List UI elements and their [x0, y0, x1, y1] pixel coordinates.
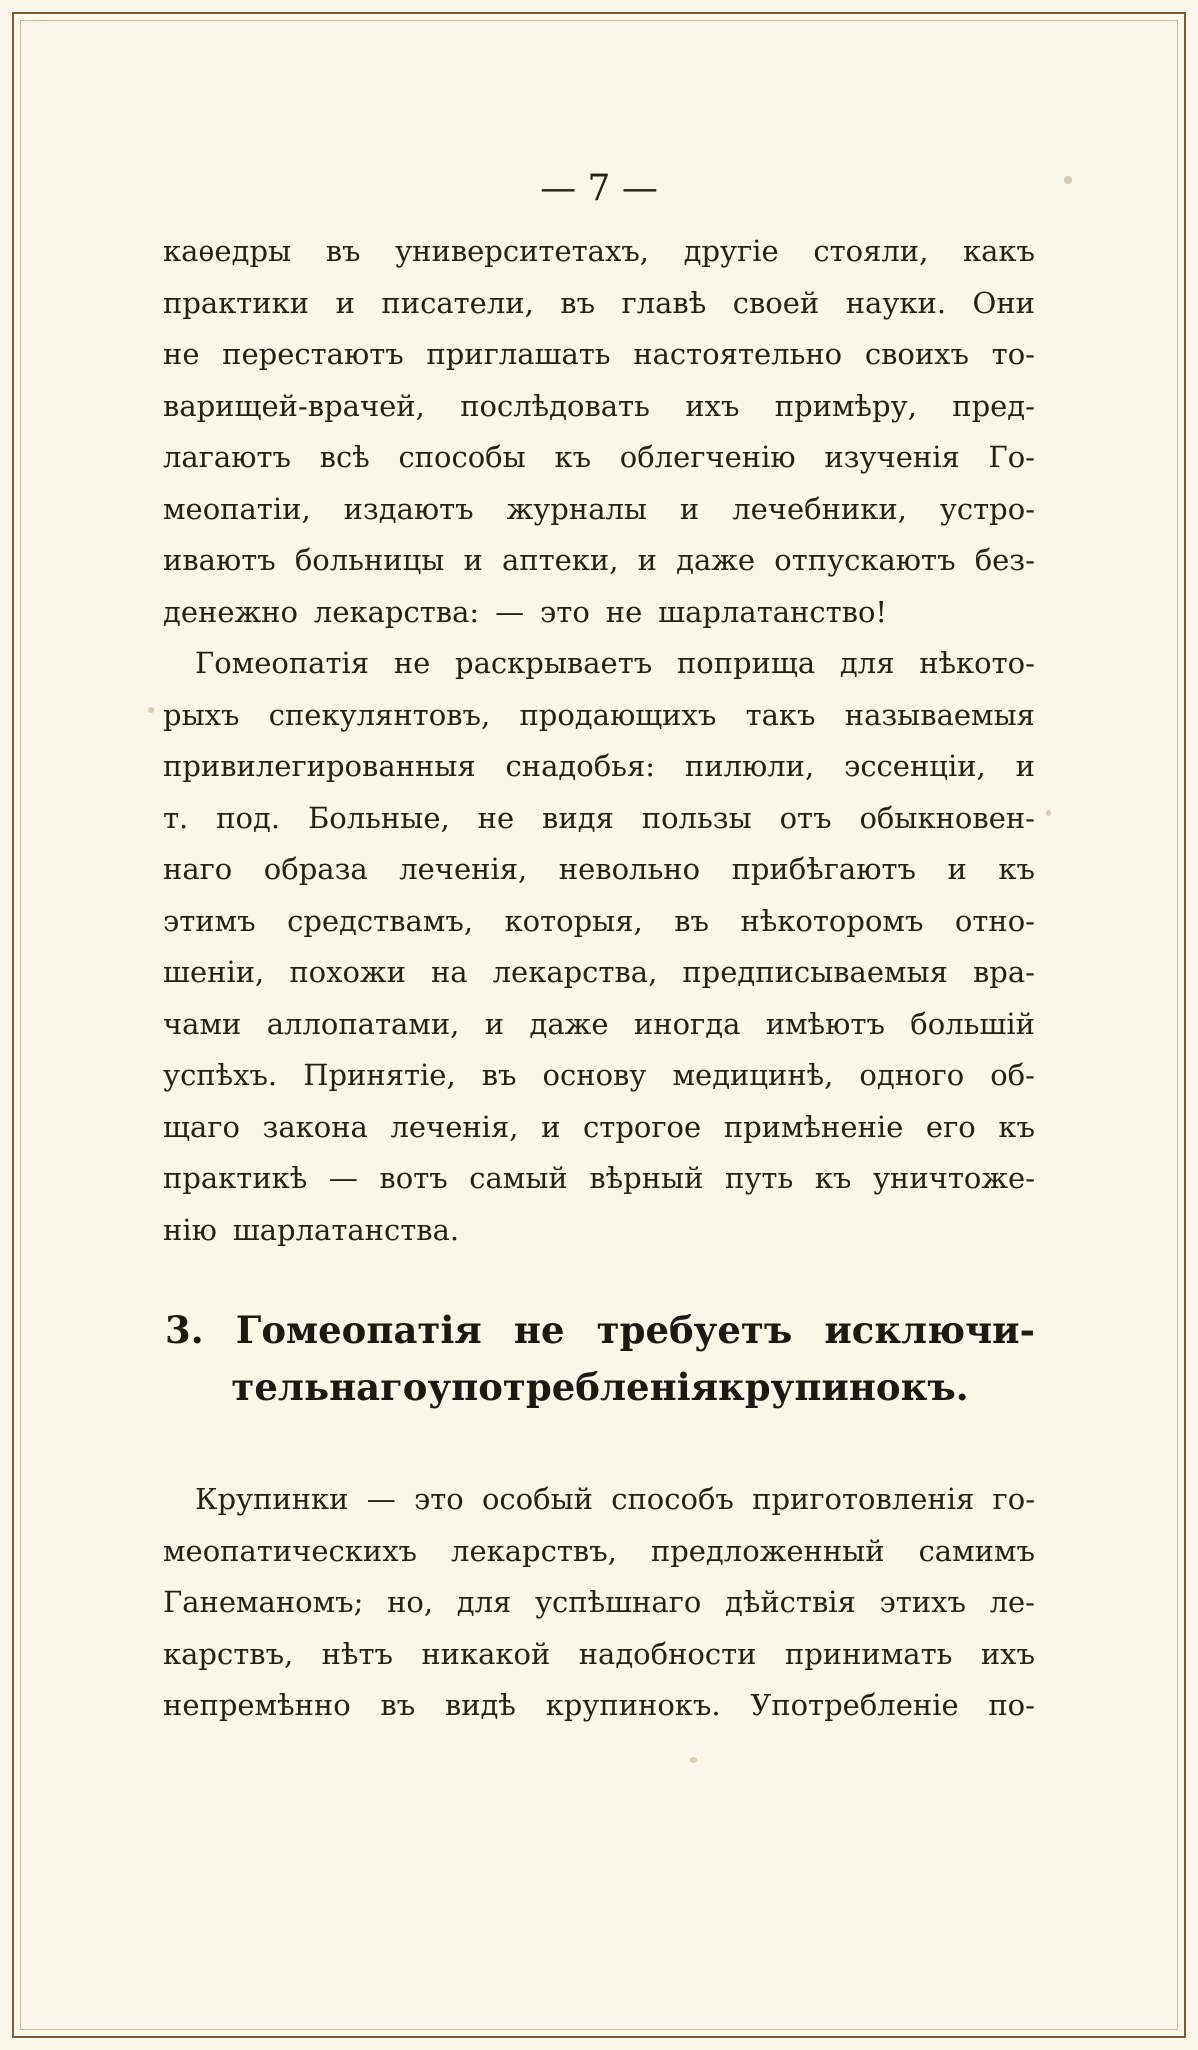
word: шеніи, [163, 955, 265, 989]
word: способъ [611, 1482, 734, 1516]
word: — [495, 594, 525, 629]
word: строгое [583, 1109, 702, 1144]
word: одного [859, 1058, 965, 1092]
word: но, [387, 1585, 434, 1619]
text-line [163, 793, 1035, 845]
text-line [163, 329, 1035, 381]
word: въ [325, 234, 361, 268]
text-line [163, 947, 1035, 999]
word: закона [262, 1109, 368, 1144]
text-line [163, 587, 1035, 639]
word: нію [163, 1212, 217, 1247]
word: отно- [954, 903, 1035, 938]
word: спекулянтовъ, [268, 697, 491, 732]
word: прибѣгаютъ [731, 852, 916, 886]
word: путь [725, 1161, 794, 1195]
word: писатели, [381, 285, 534, 320]
word: уничтоже- [872, 1161, 1035, 1195]
text-line [163, 1205, 1035, 1257]
word: видѣ [444, 1688, 516, 1722]
word: лекарства: [313, 594, 480, 629]
text-line [163, 1050, 1035, 1102]
word: это [540, 594, 590, 629]
word: никакой [421, 1636, 551, 1671]
word: не [393, 646, 431, 680]
word: такъ [745, 697, 816, 732]
word: медицинѣ, [672, 1058, 834, 1092]
word: особый [481, 1482, 593, 1516]
text-line [163, 278, 1035, 330]
word: Го- [988, 440, 1035, 474]
word: другіе [683, 234, 779, 268]
text-line [163, 1526, 1035, 1578]
word: всѣ [319, 440, 370, 474]
word: то- [991, 337, 1035, 371]
word: леченія, [390, 1109, 519, 1144]
text-line [163, 484, 1035, 536]
word: ихъ [980, 1636, 1035, 1671]
word: настоятельно [633, 337, 843, 371]
word: къ [998, 852, 1035, 886]
word: вотъ [379, 1161, 448, 1195]
word: пользы [641, 800, 752, 835]
word: его [925, 1109, 976, 1144]
word: примѣненіе [723, 1109, 904, 1144]
word: рыхъ [163, 697, 240, 732]
word: для [456, 1585, 512, 1619]
word: эссенціи, [844, 749, 986, 783]
word: практикѣ [163, 1161, 308, 1195]
word: иногда [633, 1006, 741, 1041]
word: устро- [939, 491, 1035, 526]
text-line [163, 432, 1035, 484]
word: и [947, 852, 967, 886]
word: стояли, [813, 234, 929, 268]
word: надобности [578, 1636, 757, 1671]
word: меопатическихъ [163, 1533, 418, 1568]
word: образа [263, 852, 368, 886]
word: тельнаго [231, 1365, 428, 1409]
word: по- [988, 1688, 1035, 1722]
word: дѣйствія [724, 1585, 856, 1619]
word: аллопатами, [266, 1006, 460, 1041]
word: Ганеманомъ; [163, 1585, 364, 1619]
text-line [165, 1359, 1035, 1416]
word: каѳедры [163, 234, 292, 268]
word: употребленія [427, 1365, 719, 1409]
word: ле- [989, 1585, 1035, 1619]
paper-speck [1046, 810, 1051, 816]
word: издаютъ [343, 491, 474, 526]
text-line [163, 1102, 1035, 1154]
text-line [163, 741, 1035, 793]
word: приглашать [426, 337, 611, 371]
word: снадобья: [505, 749, 656, 783]
word: даже [676, 543, 756, 577]
word: въ [674, 903, 710, 938]
word: предписываемыя [682, 955, 948, 989]
word: шарлатанство! [658, 594, 888, 629]
word: отпускаютъ [774, 543, 956, 577]
word: не [513, 1308, 565, 1352]
text-line [163, 226, 1035, 278]
word: называемыя [844, 697, 1035, 732]
word: больницы [294, 543, 445, 577]
word: крупинокъ. [545, 1688, 721, 1722]
word: своей [732, 285, 820, 320]
word: продающихъ [519, 697, 717, 732]
text-line [163, 690, 1035, 742]
word: къ [554, 440, 592, 474]
word: большій [910, 1006, 1035, 1041]
word: этихъ [879, 1585, 966, 1619]
word: без- [974, 543, 1035, 577]
word: т. [163, 800, 189, 835]
paper-speck [148, 707, 154, 713]
word: и [484, 1006, 505, 1041]
word: видя [542, 800, 614, 835]
word: самимъ [918, 1533, 1035, 1568]
word: го- [992, 1482, 1035, 1516]
paper-speck [690, 1757, 697, 1763]
word: Гомеопатія [195, 646, 370, 680]
word: иваютъ [163, 543, 276, 577]
word: нѣкоторомъ [740, 903, 924, 938]
word: непремѣнно [163, 1688, 351, 1722]
word: журналы [506, 491, 647, 526]
paragraph-1 [163, 226, 1035, 638]
word: этимъ [163, 903, 256, 938]
word: и [541, 1109, 561, 1144]
word: леченія, [399, 852, 528, 886]
word: это [413, 1482, 464, 1516]
word: нѣкото- [919, 646, 1035, 680]
text-line [163, 1153, 1035, 1205]
word: которыя, [504, 903, 643, 938]
paragraph-2 [163, 638, 1035, 1256]
word: меопатіи, [163, 491, 311, 526]
word: об- [990, 1058, 1035, 1092]
word: обыкновен- [859, 800, 1035, 835]
word: какъ [962, 234, 1035, 268]
word: Употребленіе [750, 1688, 959, 1722]
word: лекарствъ, [451, 1533, 617, 1568]
word: нѣтъ [321, 1636, 393, 1671]
text-line [163, 844, 1035, 896]
page-number: — 7 — [540, 168, 658, 209]
word: 3. [165, 1308, 204, 1352]
word: приготовленія [752, 1482, 975, 1516]
word: успѣшнаго [534, 1585, 702, 1619]
paragraph-3 [163, 1474, 1035, 1732]
word: и [679, 491, 700, 526]
word: под. [216, 800, 281, 835]
word: въ [481, 1058, 517, 1092]
word: способы [398, 440, 526, 474]
word: и [335, 285, 355, 320]
word: отъ [779, 800, 832, 835]
word: требуетъ [596, 1308, 793, 1352]
text-line [163, 1474, 1035, 1526]
word: — [366, 1482, 396, 1516]
word: наго [163, 852, 233, 886]
word: университетахъ, [395, 234, 649, 268]
word: къ [998, 1109, 1035, 1144]
word: пред- [952, 388, 1035, 423]
word: шарлатанства. [232, 1212, 460, 1247]
word: основу [542, 1058, 647, 1092]
word: — [328, 1161, 358, 1195]
text-line [163, 638, 1035, 690]
word: чами [163, 1006, 242, 1041]
word: лагаютъ [163, 440, 291, 474]
word: поприща [676, 646, 816, 680]
word: даже [529, 1006, 609, 1041]
text-line [163, 535, 1035, 587]
text-line [163, 896, 1035, 948]
word: въ [560, 285, 596, 320]
word: въ [380, 1688, 416, 1722]
word: лекарства, [492, 955, 658, 989]
paper-speck [1064, 176, 1072, 184]
text-line [163, 1680, 1035, 1732]
word: средствамъ, [287, 903, 474, 938]
word: карствъ, [163, 1636, 294, 1671]
text-line [165, 1302, 1035, 1359]
text-line [163, 999, 1035, 1051]
word: крупинокъ. [718, 1365, 969, 1409]
word: и [1015, 749, 1035, 783]
word: имѣютъ [765, 1006, 885, 1041]
word: изученія [824, 440, 960, 474]
word: успѣхъ. [163, 1058, 278, 1092]
word: раскрываетъ [455, 646, 653, 680]
word: лечебники, [732, 491, 907, 526]
word: варищей-врачей, [163, 388, 425, 423]
word: примѣру, [774, 388, 917, 423]
word: для [839, 646, 895, 680]
word: щаго [163, 1109, 240, 1144]
word: невольно [558, 852, 701, 886]
word: самый [469, 1161, 568, 1195]
word: не [605, 594, 643, 629]
word: Гомеопатія [235, 1308, 482, 1352]
word: не [477, 800, 515, 835]
word: Больные, [307, 800, 450, 835]
section-heading [165, 1302, 1035, 1416]
text-line [163, 1577, 1035, 1629]
text-line [163, 1629, 1035, 1681]
word: практики [163, 285, 310, 320]
word: своихъ [864, 337, 969, 371]
word: главѣ [621, 285, 707, 320]
word: на [430, 955, 468, 989]
word: принимать [784, 1636, 953, 1671]
word: похожи [289, 955, 406, 989]
word: перестаютъ [222, 337, 404, 371]
word: вра- [972, 955, 1035, 989]
word: аптеки, [501, 543, 619, 577]
word: Принятіе, [303, 1058, 456, 1092]
word: къ [814, 1161, 852, 1195]
word: и [637, 543, 657, 577]
word: пилюли, [684, 749, 815, 783]
word: Они [972, 285, 1035, 320]
word: не [163, 337, 200, 371]
word: ихъ [685, 388, 740, 423]
word: науки. [845, 285, 947, 320]
word: денежно [163, 594, 298, 629]
word: предложенный [650, 1533, 885, 1568]
text-line [163, 381, 1035, 433]
word: облегченію [619, 440, 796, 474]
word: привилегированныя [163, 749, 476, 783]
word: исключи- [824, 1308, 1035, 1352]
word: послѣдовать [460, 388, 650, 423]
word: и [463, 543, 483, 577]
word: вѣрный [589, 1161, 704, 1195]
word: Крупинки [195, 1482, 349, 1516]
